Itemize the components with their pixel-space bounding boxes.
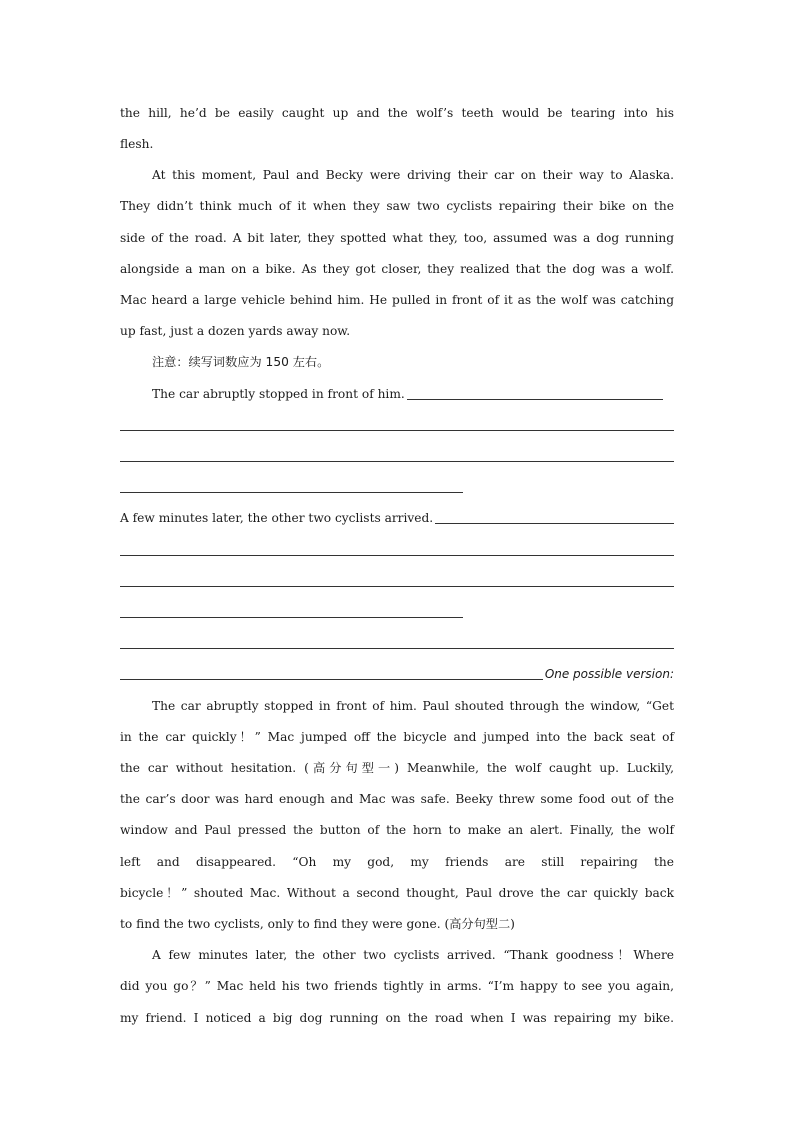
- answer-line[interactable]: [120, 679, 543, 680]
- answer-text-line: did you go？” Mac held his two friends tightly in arms. “I’m happy to see you again,: [120, 979, 674, 993]
- answer-line[interactable]: [120, 492, 463, 493]
- answer-line[interactable]: [120, 555, 674, 556]
- story-line: the hill, he’d be easily caught up and the wolf’s teeth would be tearing into his: [120, 106, 674, 120]
- version-label: One possible version:: [544, 667, 674, 681]
- story-line: flesh.: [120, 137, 154, 151]
- prompt-2-row: [120, 508, 674, 528]
- answer-text-line: my friend. I noticed a big dog running on the road when I was repairing my bike.: [120, 1011, 674, 1025]
- answer-text-line: to find the two cyclists, only to find they were gone. (高分句型二): [120, 917, 515, 931]
- story-line: up fast, just a dozen yards away now.: [120, 324, 351, 338]
- answer-blank[interactable]: [435, 523, 674, 524]
- answer-text-line: The car abruptly stopped in front of him. Paul shouted through the window, “Get: [152, 699, 674, 713]
- prompt-1-row: [152, 384, 663, 404]
- answer-text-line: in the car quickly！” Mac jumped off the bicycle and jumped into the back seat of: [120, 730, 674, 744]
- story-line: At this moment, Paul and Becky were driving their car on their way to Alaska.: [152, 168, 674, 182]
- answer-text-line: A few minutes later, the other two cyclists arrived. “Thank goodness！Where: [152, 948, 674, 962]
- story-line: They didn’t think much of it when they saw two cyclists repairing their bike on the: [120, 199, 674, 213]
- answer-line[interactable]: [120, 648, 674, 649]
- word-count-note: 注意：续写词数应为 150 左右。: [152, 355, 330, 369]
- answer-blank[interactable]: [407, 399, 663, 400]
- prompt-1-text: The car abruptly stopped in front of him.: [152, 387, 405, 401]
- answer-line[interactable]: [120, 461, 674, 462]
- prompt-2-text: A few minutes later, the other two cyclists arrived.: [120, 511, 434, 525]
- answer-line[interactable]: [120, 430, 674, 431]
- answer-text-line: the car without hesitation. (高分句型一) Meanwhile, the wolf caught up. Luckily,: [120, 761, 674, 775]
- version-row: [120, 664, 674, 684]
- answer-text-line: the car’s door was hard enough and Mac was safe. Beeky threw some food out of the: [120, 792, 674, 806]
- story-line: alongside a man on a bike. As they got closer, they realized that the dog was a wolf.: [120, 262, 674, 276]
- answer-line[interactable]: [120, 586, 674, 587]
- answer-line[interactable]: [120, 617, 463, 618]
- answer-text-line: bicycle！” shouted Mac. Without a second thought, Paul drove the car quickly back: [120, 886, 674, 900]
- story-line: Mac heard a large vehicle behind him. He pulled in front of it as the wolf was catching: [120, 293, 674, 307]
- answer-text-line: left and disappeared. “Oh my god, my friends are still repairing the: [120, 855, 674, 869]
- answer-text-line: window and Paul pressed the button of the horn to make an alert. Finally, the wolf: [120, 823, 674, 837]
- story-line: side of the road. A bit later, they spotted what they, too, assumed was a dog running: [120, 231, 674, 245]
